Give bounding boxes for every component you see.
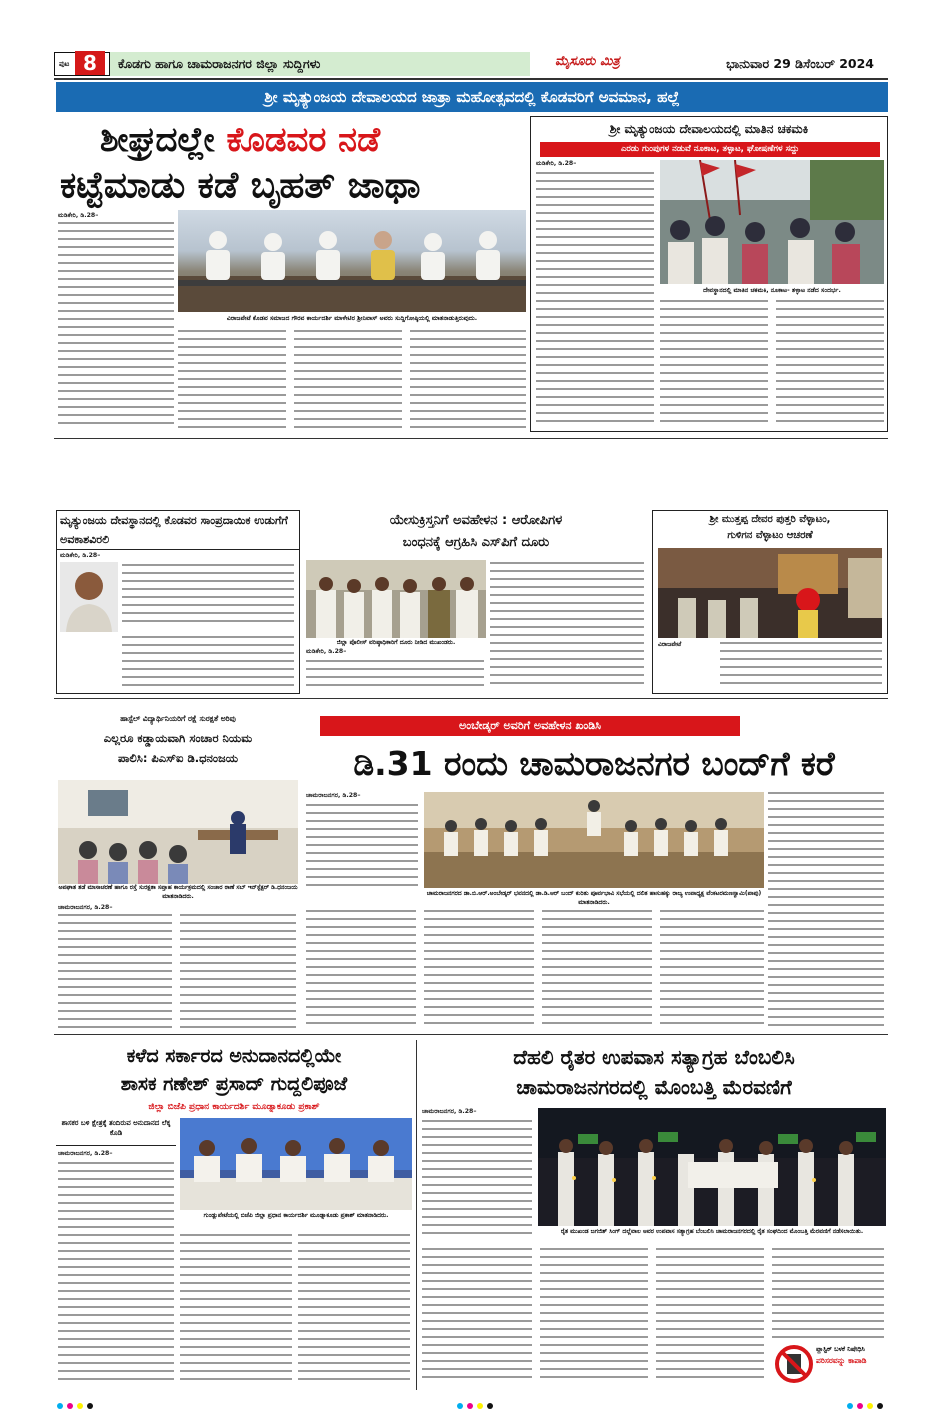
issue-date: ಭಾನುವಾರ 29 ಡಿಸೆಂಬರ್ 2024 bbox=[726, 56, 874, 71]
story-g-headline-1: ದೆಹಲಿ ರೈತರ ಉಪವಾಸ ಸತ್ಯಾಗ್ರಹ ಬೆಂಬಲಿಸಿ bbox=[513, 1045, 795, 1069]
story-b-dateline: ಮಡಿಕೇರಿ, ಡಿ.28– bbox=[306, 648, 347, 655]
story-a-text-lines bbox=[122, 564, 298, 692]
candle-march-photo bbox=[538, 1108, 886, 1226]
top-banner: ಶ್ರೀ ಮೃತ್ಯುಂಜಯ ದೇವಾಲಯದ ಜಾತ್ರಾ ಮಹೋತ್ಸವದಲ್ಲಿ ಕೊಡವರಿಗೆ ಅವಮಾನ, ಹಲ್ಲೆ bbox=[56, 82, 888, 112]
story-a-portrait bbox=[60, 562, 118, 632]
right-top-subhead: ಎರಡು ಗುಂಪುಗಳ ನಡುವೆ ನೂಕಾಟ, ತಳ್ಳಾಟ, ಘೋಷಣೆಗಳ ಸದ್ದು bbox=[540, 142, 880, 157]
story-d-text-lines bbox=[58, 914, 298, 1030]
story-g-headline-wrap bbox=[420, 1042, 888, 1104]
story-f-text-lines bbox=[58, 1162, 176, 1388]
story-c-headline-wrap bbox=[654, 512, 886, 546]
story-c-photo-caption: ವಿರಾಜಪೇಟೆ bbox=[658, 641, 682, 648]
print-registration-marks bbox=[0, 1398, 945, 1418]
story-d-dateline-wrap bbox=[58, 904, 178, 914]
newspaper-brand: ಮೈಸೂರು ಮಿತ್ರ bbox=[555, 54, 620, 69]
right-top-dateline-wrap bbox=[536, 160, 656, 170]
story-g-dateline: ಚಾಮರಾಜನಗರ, ಡಿ.28– bbox=[422, 1108, 477, 1115]
story-d-headline-wrap bbox=[56, 728, 300, 772]
section-title: ಕೊಡಗು ಹಾಗೂ ಚಾಮರಾಜನಗರ ಜಿಲ್ಲಾ ಸುದ್ದಿಗಳು bbox=[110, 52, 530, 76]
ad-line-2: ಪರಿಸರವನ್ನು ಕಾಪಾಡಿ bbox=[816, 1356, 867, 1365]
story-e-text-lines-3 bbox=[306, 910, 766, 1032]
right-top-photo bbox=[660, 160, 884, 284]
story-d-headline-2: ಪಾಲಿಸಿ: ಪಿಎಸ್‌ಐ ಡಿ.ಧನಂಜಯ bbox=[117, 751, 239, 765]
right-top-headline: ಶ್ರೀ ಮೃತ್ಯುಂಜಯ ದೇವಾಲಯದಲ್ಲಿ ಮಾತಿನ ಚಕಮಕಿ bbox=[609, 122, 809, 136]
meeting-hall-photo bbox=[424, 792, 764, 888]
masthead-rule bbox=[54, 78, 888, 80]
right-top-dateline: ಮಡಿಕೇರಿ, ಡಿ.28– bbox=[536, 160, 577, 167]
complaint-photo bbox=[306, 560, 486, 638]
portrait-photo bbox=[60, 562, 118, 632]
story-g-photo-caption: ರೈತ ಮುಖಂಡ ಜಗಜಿತ್ ಸಿಂಗ್ ದಲ್ಲೆವಾಲ ಅವರ ಉಪವಾಸ ಸತ್ಯಾಗ್ರಹ ಬೆಂಬಲಿಸಿ ಚಾಮರಾಜನಗರದಲ್ಲಿ ರೈತ ಸಂಘದಿಂದ ಮೊಂಬತ್ತಿ ಮೆರವಣಿಗೆ ನಡೆಸಲಾಯಿತು. bbox=[560, 1228, 864, 1235]
right-top-text-lines bbox=[536, 172, 656, 428]
crowd-photo bbox=[660, 160, 884, 284]
story-f-dateline: ಚಾಮರಾಜನಗರ, ಡಿ.28– bbox=[58, 1150, 113, 1157]
page-number-badge bbox=[54, 52, 110, 76]
masthead bbox=[535, 52, 880, 76]
story-b-dateline-wrap bbox=[306, 648, 486, 658]
ad-line-1: ಪ್ಲಾಸ್ಟಿಕ್ ಬಳಕೆ ನಿಷೇಧಿಸಿ bbox=[816, 1345, 865, 1353]
story-b-photo bbox=[306, 560, 486, 638]
story-g-dateline-wrap bbox=[422, 1108, 534, 1118]
row-rule-2 bbox=[54, 698, 888, 699]
story-f-text-lines-2 bbox=[180, 1234, 412, 1388]
story-e-kicker: ಅಂಬೇಡ್ಕರ್ ಅವರಿಗೆ ಅವಹೇಳನ ಖಂಡಿಸಿ bbox=[320, 716, 740, 736]
story-f-dateline-wrap bbox=[58, 1150, 176, 1160]
story-e-photo bbox=[424, 792, 764, 888]
story-b-headline-1: ಯೇಸುಕ್ರಿಸ್ತನಿಗೆ ಅವಹೇಳನ : ಆರೋಪಿಗಳ bbox=[389, 513, 563, 528]
story-f-headline-2: ಶಾಸಕ ಗಣೇಶ್ ಪ್ರಸಾದ್ ಗುದ್ದಲಿಪೂಜೆ bbox=[120, 1073, 348, 1095]
story-b-headline-2: ಬಂಧನಕ್ಕೆ ಆಗ್ರಹಿಸಿ ಎಸ್‌ಪಿಗೆ ದೂರು bbox=[402, 535, 550, 550]
ad-text bbox=[816, 1344, 888, 1384]
lead-headline-red: ಕೊಡವರ ನಡೆ bbox=[226, 120, 381, 160]
story-c-headline-1: ಶ್ರೀ ಮುತ್ತಪ್ಪ ದೇವರ ಪುತ್ತರಿ ವೆಳ್ಳಾಟಂ, bbox=[709, 514, 831, 525]
row-rule-3 bbox=[54, 1034, 888, 1035]
story-b-photo-caption: ಜಿಲ್ಲಾ ಪೊಲೀಸ್ ವರಿಷ್ಠಾಧಿಕಾರಿಗೆ ದೂರು ನೀಡಿದ ಮುಖಂಡರು. bbox=[336, 639, 456, 646]
right-top-photo-caption: ದೇವಸ್ಥಾನದಲ್ಲಿ ಮಾತಿನ ಚಕಮಕಿ, ನೂಕಾಟ- ತಳ್ಳಾಟ ನಡೆದ ಸಂದರ್ಭ. bbox=[703, 287, 841, 294]
story-c-text-lines bbox=[720, 642, 884, 690]
row-rule-1 bbox=[54, 438, 888, 439]
right-top-text-lines-2 bbox=[660, 300, 884, 428]
story-g-headline-2: ಚಾಮರಾಜನಗರದಲ್ಲಿ ಮೊಂಬತ್ತಿ ಮೆರವಣಿಗೆ bbox=[516, 1075, 792, 1099]
story-b-text-lines-2 bbox=[490, 562, 646, 694]
lead-text-lines bbox=[58, 222, 528, 434]
classroom-photo bbox=[58, 780, 298, 884]
story-a-dateline: ಮಡಿಕೇರಿ, ಡಿ.28– bbox=[60, 552, 101, 559]
lead-headline-2: ಕಟ್ಟೆಮಾಡು ಕಡೆ ಬೃಹತ್ ಜಾಥಾ bbox=[60, 165, 421, 206]
page-number: 8 bbox=[75, 51, 105, 75]
press-table-photo bbox=[180, 1118, 412, 1210]
story-f-subhead: ಜಿಲ್ಲಾ ಬಿಜೆಪಿ ಪ್ರಧಾನ ಕಾರ್ಯದರ್ಶಿ ಮೂಡ್ನಾಕೂಡು ಪ್ರಕಾಶ್ bbox=[148, 1102, 320, 1112]
story-e-text-lines-2 bbox=[768, 792, 886, 1032]
column-rule-bottom bbox=[416, 1040, 417, 1390]
story-a-headline: ಮೃತ್ಯುಂಜಯ ದೇವಸ್ಥಾನದಲ್ಲಿ ಕೊಡವರ ಸಾಂಪ್ರದಾಯಿಕ ಉಡುಗೆಗೆ ಅವಕಾಶವಿರಲಿ bbox=[56, 510, 300, 550]
plastic-ad bbox=[774, 1340, 888, 1388]
story-c-headline-2: ಗುಳಿಗನ ವೆಳ್ಳಾಟಂ ಆಚರಣೆ bbox=[727, 530, 813, 541]
story-d-dateline: ಚಾಮರಾಜನಗರ, ಡಿ.28– bbox=[58, 904, 113, 911]
ritual-photo bbox=[658, 548, 882, 638]
no-plastic-icon bbox=[774, 1344, 814, 1384]
lead-headline-1 bbox=[100, 116, 520, 164]
story-d-photo-caption: ಅಪಘಾತ ತಡೆ ಮಾಸಾಚರಣೆ ಹಾಗೂ ರಸ್ತೆ ಸುರಕ್ಷತಾ ಸಪ್ತಾಹ ಕಾರ್ಯಕ್ರಮದಲ್ಲಿ ಸಂಚಾರ ಠಾಣೆ ಸಬ್ ಇನ್‌ಸ್ಪೆಕ್ಟರ್ ಡಿ.ಧನಂಜಯ ಮಾತನಾಡಿದರು. bbox=[58, 884, 298, 900]
story-f-photo-caption: ಗುಂಡ್ಲುಪೇಟೆಯಲ್ಲಿ ಬಿಜೆಪಿ ಜಿಲ್ಲಾ ಪ್ರಧಾನ ಕಾರ್ಯದರ್ಶಿ ಮೂಡ್ನಾಕೂಡು ಪ್ರಕಾಶ್ ಮಾತನಾಡಿದರು. bbox=[203, 1212, 389, 1219]
story-g-photo bbox=[538, 1108, 886, 1226]
lead-headline-black: ಶೀಘ್ರದಲ್ಲೇ bbox=[100, 120, 215, 160]
story-g-text-lines bbox=[422, 1120, 534, 1240]
story-f-headline-wrap bbox=[56, 1042, 412, 1098]
story-c-photo bbox=[658, 548, 882, 638]
story-d-photo bbox=[58, 780, 298, 884]
story-d-kicker: ಹಾಸ್ಟೆಲ್ ವಿದ್ಯಾರ್ಥಿನಿಯರಿಗೆ ರಕ್ಷೆ ಸುರಕ್ಷತೆ ಅರಿವು bbox=[120, 714, 236, 723]
lead-photo-caption: ವಿರಾಜಪೇಟೆ ಕೊಡವ ಸಮಾಜದ ಗೌರವ ಕಾರ್ಯದರ್ಶಿ ಮಾಳೇಟಿರ ಶ್ರೀನಿವಾಸ್ ಅವರು ಸುದ್ದಿಗೋಷ್ಠಿಯಲ್ಲಿ ಮಾತನಾಡುತ್ತಿರುವುದು. bbox=[178, 314, 526, 324]
story-f-headline-1: ಕಳೆದ ಸರ್ಕಾರದ ಅನುದಾನದಲ್ಲಿಯೇ bbox=[126, 1045, 342, 1067]
lead-dateline: ಮಡಿಕೇರಿ, ಡಿ.28– bbox=[58, 212, 99, 219]
story-e-dateline-wrap bbox=[306, 792, 420, 802]
story-e-dateline: ಚಾಮರಾಜನಗರ, ಡಿ.28– bbox=[306, 792, 361, 799]
story-f-photo bbox=[180, 1118, 412, 1210]
page-label: ಪುಟ bbox=[59, 60, 70, 68]
story-d-headline-1: ಎಲ್ಲರೂ ಕಡ್ಡಾಯವಾಗಿ ಸಂಚಾರ ನಿಯಮ bbox=[103, 731, 253, 745]
story-e-text-lines bbox=[306, 804, 420, 890]
story-e-photo-caption: ಚಾಮರಾಜನಗರದ ಡಾ.ಬಿ.ಆರ್.ಅಂಬೇಡ್ಕರ್ ಭವನದಲ್ಲಿ ಡಾ.ಡಿ.ಆರ್ ಬಂದ್ ಕುರಿತು ಪೂರ್ವಭಾವಿ ಸಭೆಯಲ್ಲಿ ದಲಿತ ಹಾಸುಹಕ್ಕು ರಾಜ್ಯ ಉಪಾಧ್ಯಕ್ಷ ವೆಂಕಟರಮಣಸ್ವಾಮಿ(ಪಾಪು) ಮಾತನಾಡಿದರು. bbox=[426, 890, 762, 906]
story-a-dateline-wrap bbox=[60, 552, 296, 562]
story-b-headline-wrap bbox=[306, 510, 646, 556]
story-f-side-kicker: ಶಾಸಕರ ಬಳಿ ಕ್ಷೇತ್ರಕ್ಕೆ ತಂದಿರುವ ಅನುದಾನದ ಲೆಕ್ಕ ಕೊಡಿ bbox=[56, 1118, 176, 1146]
story-e-headline: ಡಿ.31 ರಂದು ಚಾಮರಾಜನಗರ ಬಂದ್‌ಗೆ ಕರೆ bbox=[353, 744, 835, 783]
